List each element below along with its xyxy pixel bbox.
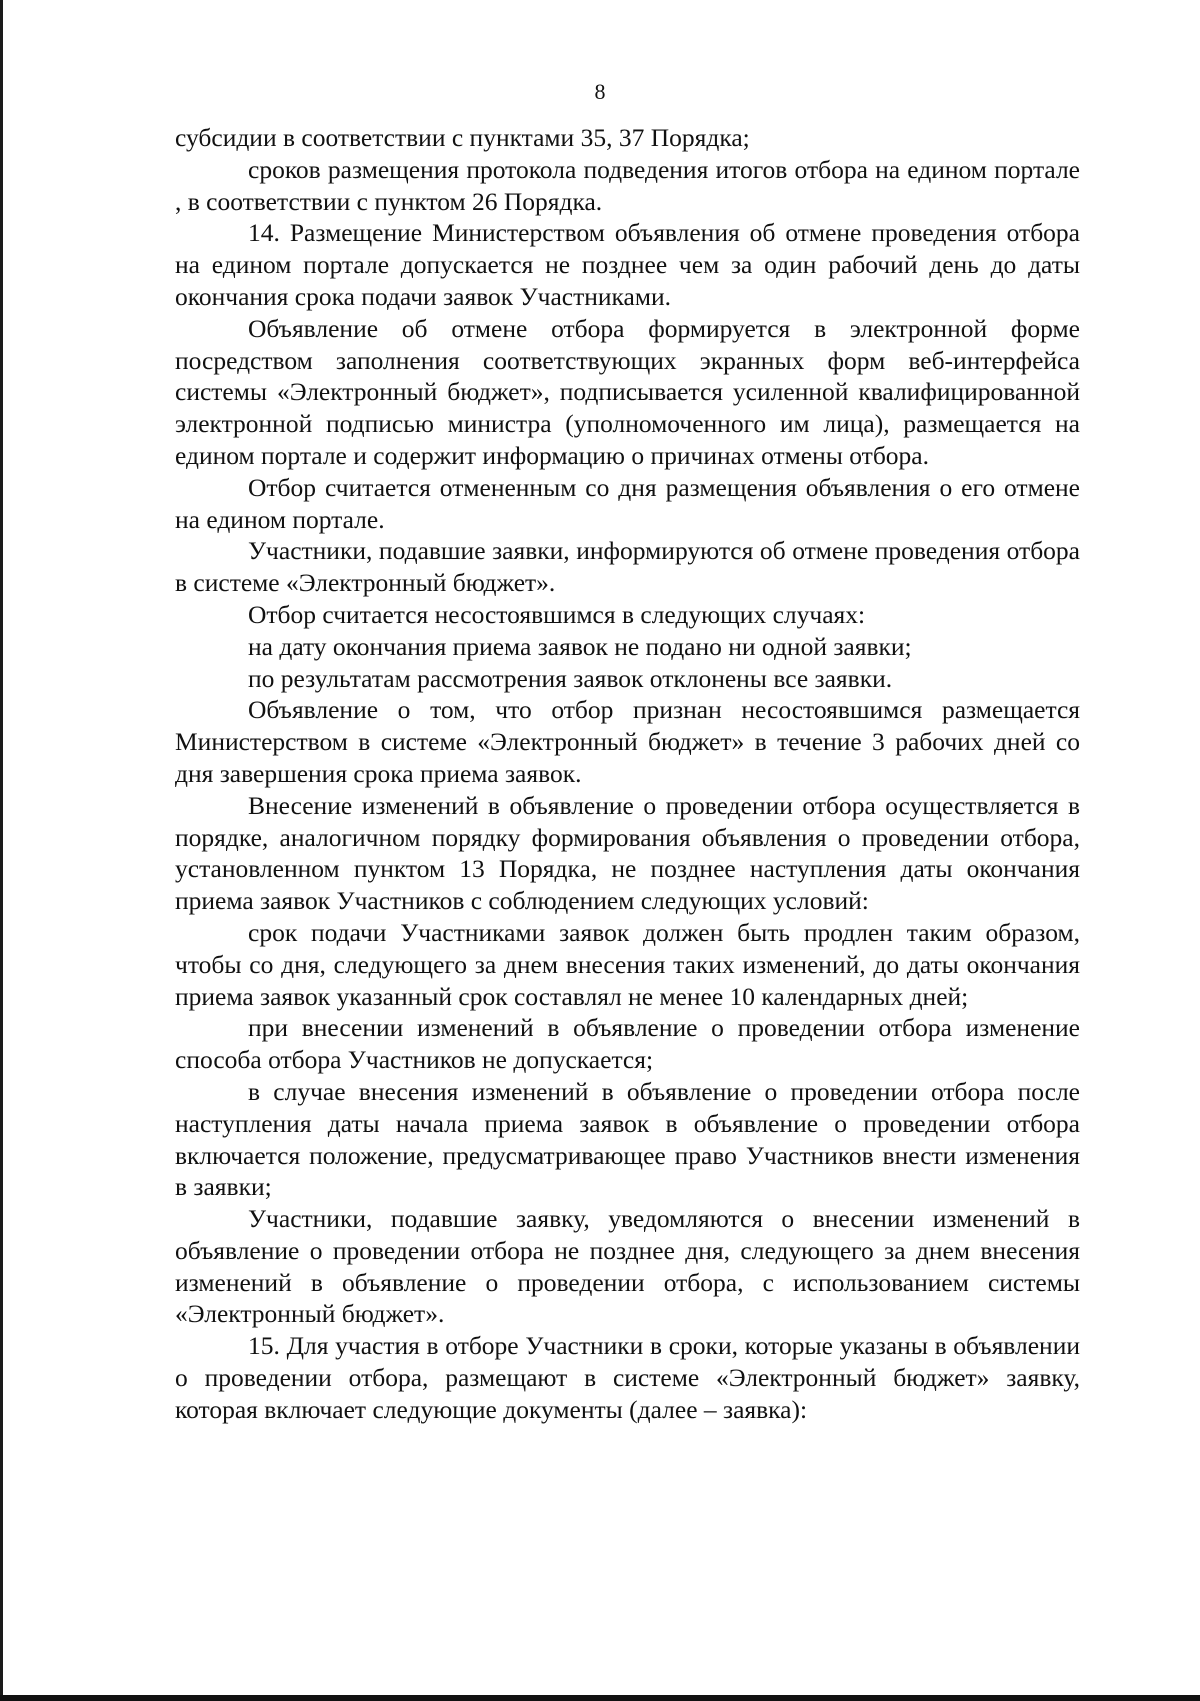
paragraph-participants-notified: Участники, подавшие заявку, уведомляются о внесении изменений в объявление о проведении отбора не позднее дня, следующего за днем внесения изменений в объявление о проведении отбора, с использованием системы «Электронный бюджет». [175,1204,1080,1329]
paragraph-cancelled-date: Отбор считается отмененным со дня размещения объявления о его отмене на едином портале. [175,472,1080,534]
paragraph-failed-announcement: Объявление о том, что отбор признан несостоявшимся размещается Министерством в системе «Электронный бюджет» в течение 3 рабочих дней со дня завершения срока приема заявок. [175,695,1080,788]
paragraph-item-14: 14. Размещение Министерством объявления об отмене проведения отбора на едином портале допускается не позднее чем за один рабочий день до даты окончания срока подачи заявок Участниками. [175,218,1080,311]
paragraph-amendments: Внесение изменений в объявление о проведении отбора осуществляется в порядке, аналогичном порядку формирования объявления о проведении отбора, установленном пунктом 13 Порядка, не позднее наступления даты окончания приема заявок Участников с соблюдением следующих условий: [175,790,1080,916]
scan-edge-left [0,0,3,1701]
paragraph-failed-selection: Отбор считается несостоявшимся в следующих случаях: [248,599,866,629]
paragraph-deadline-extension: срок подачи Участниками заявок должен быть продлен таким образом, чтобы со дня, следующего за днем внесения таких изменений, до даты окончания приема заявок указанный срок составлял не менее 10 календарных дней; [175,917,1080,1011]
scan-edge-bottom [0,1695,1200,1701]
paragraph-protocol-deadlines: сроков размещения протокола подведения итогов отбора на едином портале , в соответствии с пунктом 26 Порядка. [175,154,1080,216]
page-number: 8 [594,79,606,104]
paragraph-cancellation-notice: Объявление об отмене отбора формируется в электронной форме посредством заполнения соответствующих экранных форм веб-интерфейса системы «Электронный бюджет», подписывается усиленной квалифицированной электронной подписью министра (уполномоченного им лица), размещается на едином портале и содержит информацию о причинах отмены отбора. [175,313,1080,470]
paragraph-method-unchanged: при внесении изменений в объявление о проведении отбора изменение способа отбора Участников не допускается; [175,1013,1080,1075]
paragraph-all-rejected: по результатам рассмотрения заявок отклонены все заявки. [248,663,893,693]
paragraph-amend-applications: в случае внесения изменений в объявление о проведении отбора после наступления даты начала приема заявок в объявление о проведении отбора включается положение, предусматривающее право Участников внести изменения в заявки; [175,1076,1080,1202]
paragraph-subsidy-clause: субсидии в соответствии с пунктами 35, 37 Порядка; [175,123,750,152]
paragraph-no-applications: на дату окончания приема заявок не подано ни одной заявки; [248,631,912,661]
paragraph-participants-informed: Участники, подавшие заявки, информируются об отмене проведения отбора в системе «Электронный бюджет». [175,536,1080,598]
paragraph-item-15: 15. Для участия в отборе Участники в сроки, которые указаны в объявлении о проведении отбора, размещают в системе «Электронный бюджет» заявку, которая включает следующие документы (далее – заявка): [175,1331,1080,1424]
document-body [175,122,1080,1426]
